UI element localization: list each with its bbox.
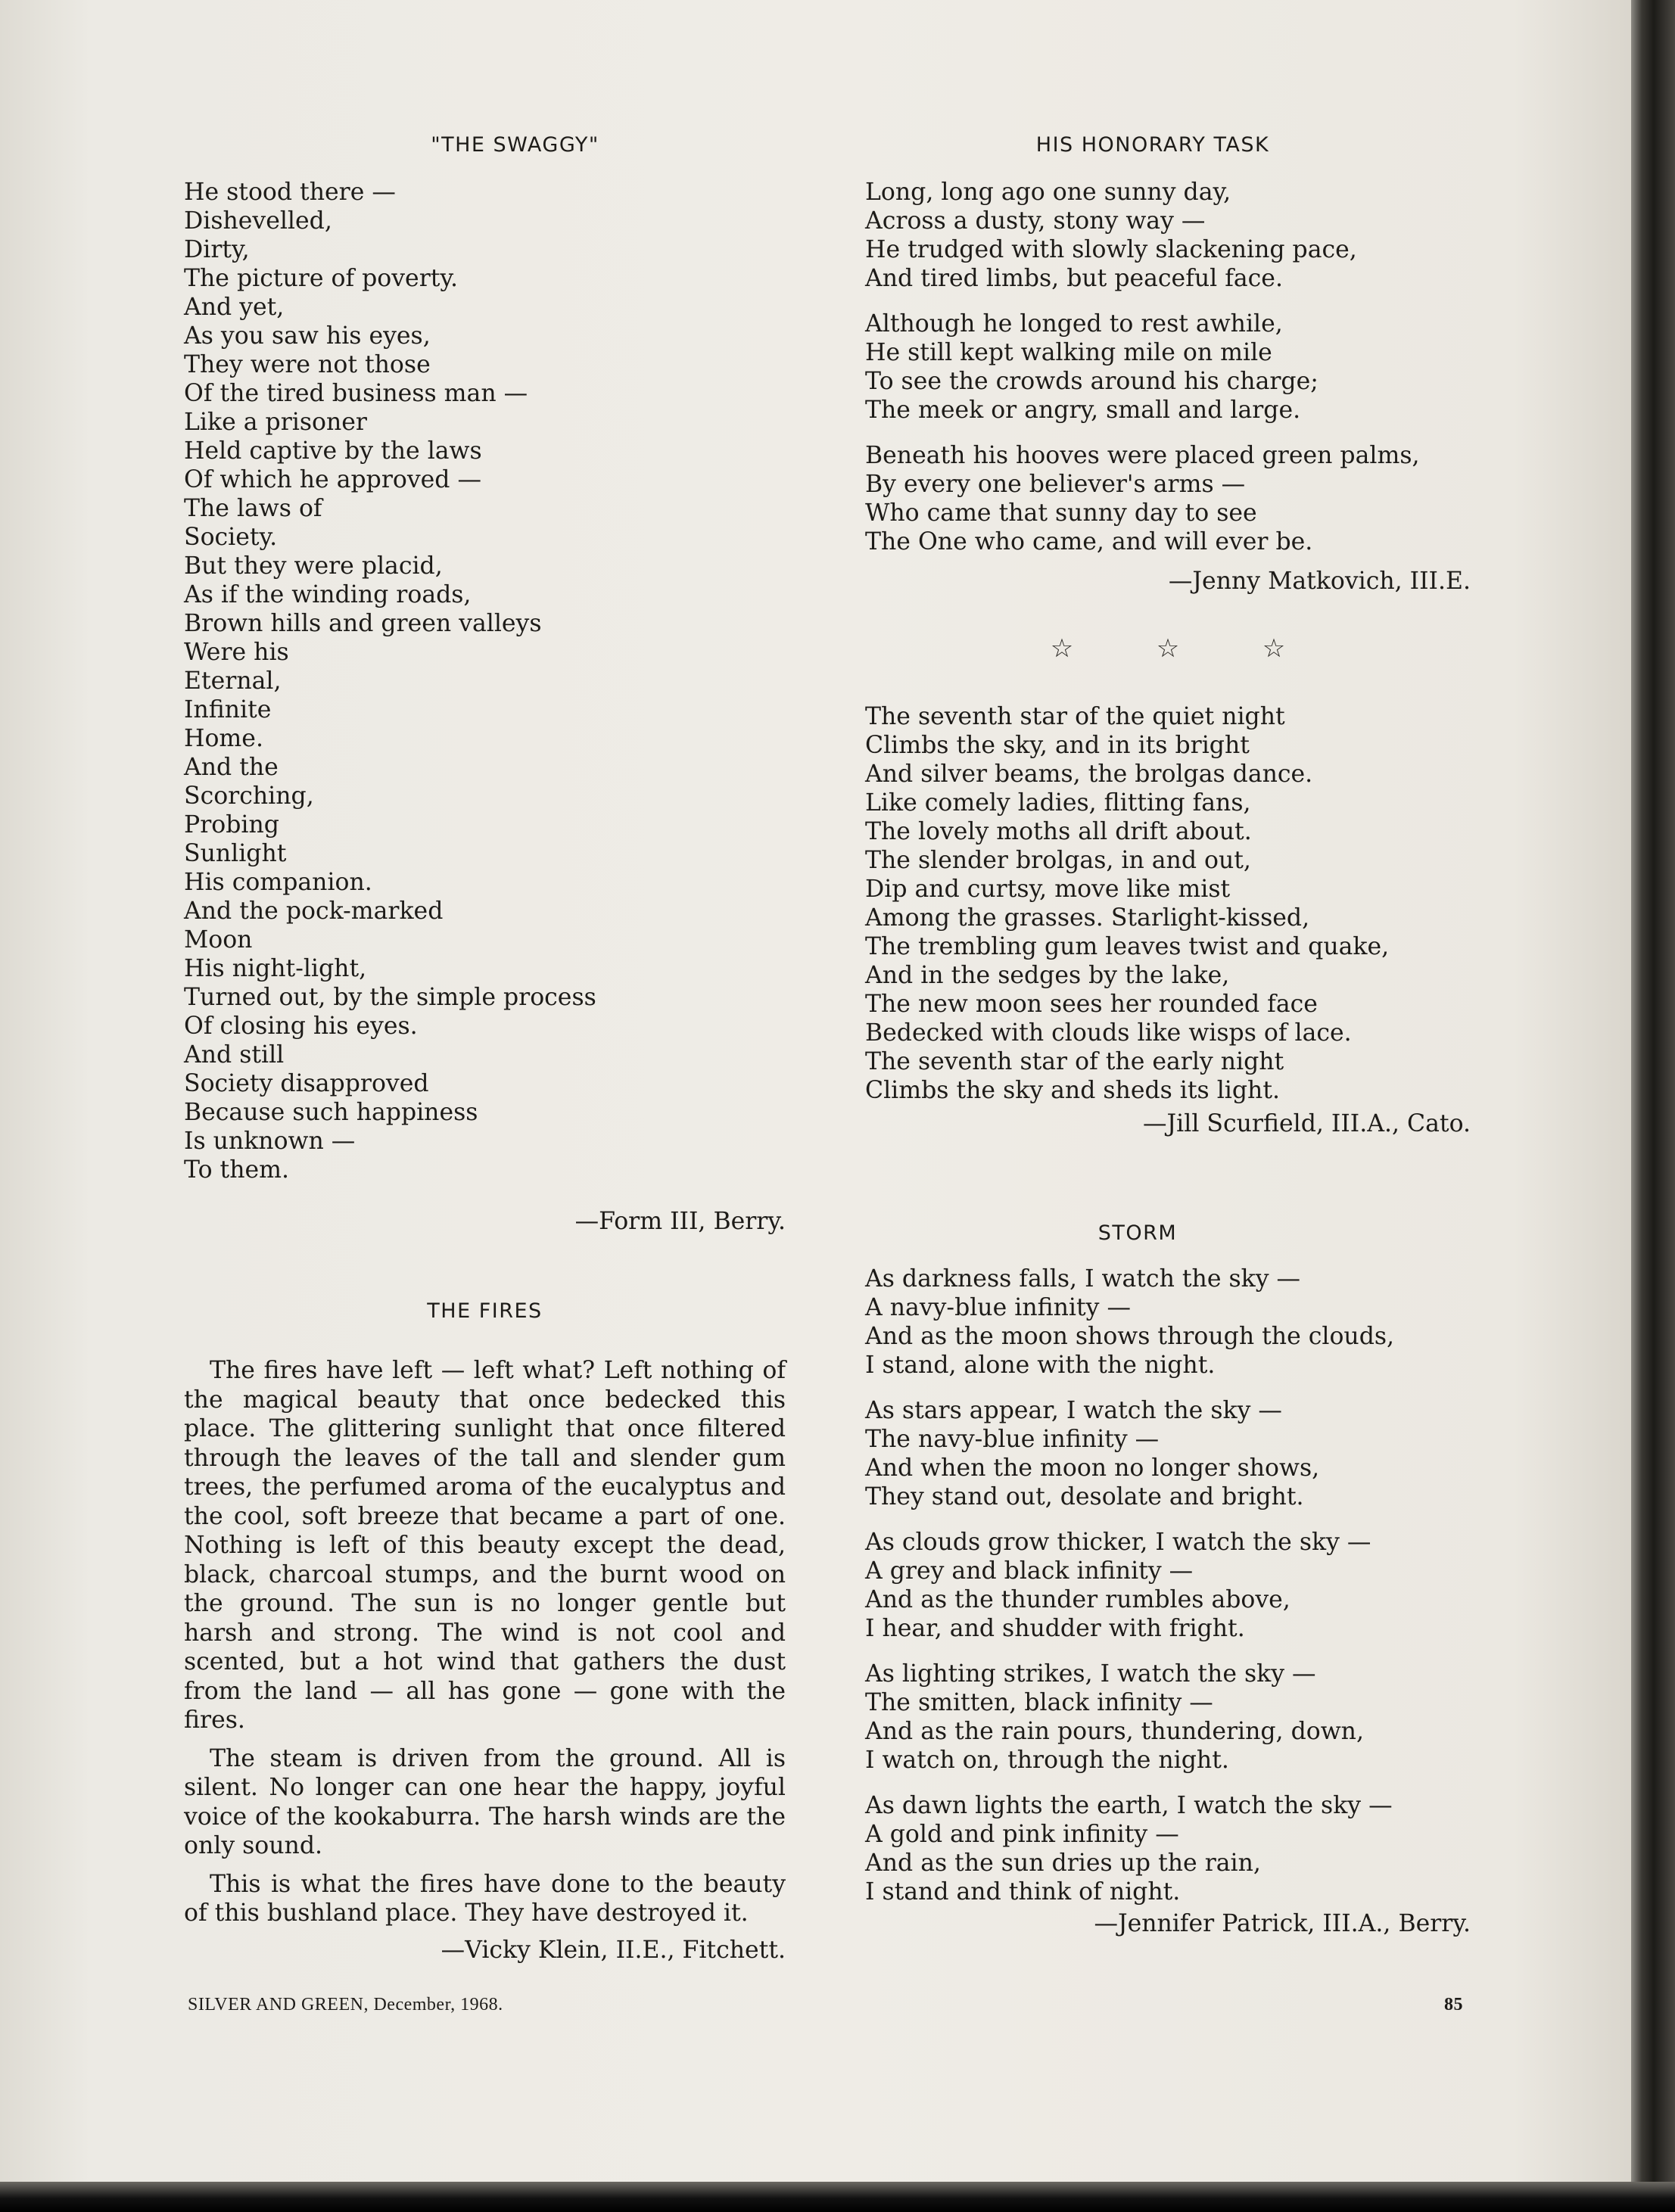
poem-line: To see the crowds around his charge; — [865, 368, 1319, 395]
poem-line: Long, long ago one sunny day, — [865, 179, 1231, 206]
poem-author: —Jill Scurfield, III.A., Cato. — [1143, 1110, 1471, 1137]
poem-line: They stand out, desolate and bright. — [865, 1483, 1304, 1510]
poem-line: And tired limbs, but peaceful face. — [865, 265, 1283, 292]
poem-line: Because such happiness — [184, 1099, 478, 1126]
poem-line: By every one believer's arms — — [865, 471, 1246, 498]
poem-line: Of the tired business man — — [184, 380, 528, 407]
poem-line: The seventh star of the early night — [865, 1048, 1284, 1075]
poem-line: As dawn lights the earth, I watch the sky — — [865, 1792, 1393, 1819]
star-icon: ☆ — [1156, 633, 1180, 664]
poem-line: He stood there — — [184, 179, 396, 206]
poem-line: Bedecked with clouds like wisps of lace. — [865, 1019, 1352, 1047]
poem-line: As if the winding roads, — [184, 581, 472, 608]
poem-author: —Form III, Berry. — [574, 1208, 786, 1235]
poem-line: Beneath his hooves were placed green palms, — [865, 442, 1420, 469]
poem-line: Dirty, — [184, 236, 250, 263]
poem-line: A navy-blue infinity — — [865, 1294, 1131, 1321]
poem-line: The navy-blue infinity — — [865, 1426, 1160, 1453]
poem-line: The slender brolgas, in and out, — [865, 847, 1251, 874]
poem-stanza — [865, 1396, 1471, 1511]
poem-line: Scorching, — [184, 782, 314, 810]
poem-stanza — [865, 310, 1471, 425]
star-icon: ☆ — [1050, 633, 1074, 664]
poem-line: As you saw his eyes, — [184, 322, 431, 350]
poem-line: They were not those — [184, 351, 431, 378]
poem-line: A gold and pink infinity — — [865, 1821, 1179, 1848]
poem-line: But they were placid, — [184, 552, 443, 580]
poem-line: Society. — [184, 524, 278, 551]
poem-line: And silver beams, the brolgas dance. — [865, 761, 1313, 788]
essay-body — [184, 1356, 786, 1928]
poem-line: As clouds grow thicker, I watch the sky — — [865, 1529, 1371, 1556]
poem-seventh-star — [865, 702, 1471, 1138]
poem-line: The lovely moths all drift about. — [865, 818, 1252, 845]
poem-line: His night-light, — [184, 955, 367, 982]
poem-title: "THE SWAGGY" — [431, 133, 599, 157]
poem-line: Of which he approved — — [184, 466, 481, 493]
poem-line: The meek or angry, small and large. — [865, 397, 1301, 424]
book-spine-shadow — [1631, 0, 1675, 2212]
poem-line: And yet, — [184, 294, 285, 321]
poem-line: He trudged with slowly slackening pace, — [865, 236, 1357, 263]
poem-line: Like a prisoner — [184, 409, 367, 436]
poem-line: And as the sun dries up the rain, — [865, 1850, 1261, 1877]
poem-title: STORM — [1097, 1221, 1178, 1245]
poem-line: And the pock-marked — [184, 898, 444, 925]
poem-line: Who came that sunny day to see — [865, 499, 1257, 527]
poem-line: Society disapproved — [184, 1070, 429, 1097]
poem-line: He still kept walking mile on mile — [865, 339, 1272, 366]
essay-fires — [184, 1297, 786, 1965]
poem-line: Probing — [184, 811, 279, 838]
page-number: 85 — [1444, 1995, 1463, 2014]
poem-line: And as the thunder rumbles above, — [865, 1586, 1290, 1613]
poem-line: And in the sedges by the lake, — [865, 962, 1230, 989]
poem-line: Infinite — [184, 696, 272, 723]
poem-body — [865, 1265, 1471, 1906]
poem-honorary-task — [865, 131, 1471, 596]
poem-line: I watch on, through the night. — [865, 1747, 1229, 1774]
poem-line: A grey and black infinity — — [865, 1557, 1194, 1585]
essay-paragraph: This is what the fires have done to the beauty of this bushland place. They have destroyed it. — [184, 1870, 786, 1927]
poem-line: And as the rain pours, thundering, down, — [865, 1718, 1364, 1745]
poem-line: Sunlight — [184, 840, 287, 867]
poem-stanza — [865, 1528, 1471, 1643]
poem-line: Turned out, by the simple process — [184, 984, 596, 1011]
poem-line: I stand and think of night. — [865, 1878, 1181, 1906]
essay-paragraph: The fires have left — left what? Left nothing of the magical beauty that once bedecked this place. The glittering sunlight that once filtered through the leaves of the tall and slender gum trees, the perfumed aroma of the eucalyptus and the cool, soft breeze that became a part of one. Nothing is left of this beauty except the dead, black, charcoal stumps, and the burnt wood on the ground. The sun is no longer gentle but harsh and strong. The wind is not cool and scented, but a hot wind that gathers the dust from the land — all has gone — gone with the fires. — [184, 1357, 786, 1734]
page-bottom-edge — [0, 2182, 1675, 2212]
poem-line: His companion. — [184, 869, 372, 896]
poem-body — [865, 178, 1471, 556]
poem-line: And when the moon no longer shows, — [865, 1454, 1320, 1482]
poem-swaggy — [184, 131, 786, 1236]
poem-line: Brown hills and green valleys — [184, 610, 542, 637]
poem-line: And as the moon shows through the clouds, — [865, 1323, 1395, 1350]
poem-line: Is unknown — — [184, 1128, 356, 1155]
poem-line: The trembling gum leaves twist and quake, — [865, 933, 1390, 960]
poem-line: Were his — [184, 639, 289, 666]
poem-line: Across a dusty, stony way — — [865, 207, 1206, 235]
poem-stanza — [865, 441, 1471, 556]
poem-line: And the — [184, 754, 279, 781]
poem-line: And still — [184, 1041, 285, 1069]
poem-body — [865, 702, 1471, 1105]
poem-line: As stars appear, I watch the sky — — [865, 1397, 1282, 1424]
poem-line: I stand, alone with the night. — [865, 1352, 1216, 1379]
poem-line: The One who came, and will ever be. — [865, 528, 1313, 555]
poem-stanza — [865, 1265, 1471, 1380]
poem-stanza — [865, 178, 1471, 293]
publication-footer: SILVER AND GREEN, December, 1968. — [188, 1995, 503, 2014]
essay-title: THE FIRES — [427, 1299, 543, 1323]
poem-line: Although he longed to rest awhile, — [865, 310, 1283, 338]
poem-stanza — [865, 1660, 1471, 1775]
poem-line: The laws of — [184, 495, 322, 522]
poem-body — [184, 178, 786, 1184]
poem-line: Of closing his eyes. — [184, 1013, 418, 1040]
poem-line: Among the grasses. Starlight-kissed, — [865, 904, 1310, 932]
poem-title: HIS HONORARY TASK — [1035, 133, 1270, 157]
star-separator — [865, 634, 1471, 663]
poem-line: Held captive by the laws — [184, 437, 482, 465]
poem-line: The seventh star of the quiet night — [865, 703, 1285, 730]
star-icon: ☆ — [1262, 633, 1286, 664]
poem-storm — [865, 1219, 1471, 1938]
poem-line: The new moon sees her rounded face — [865, 991, 1318, 1018]
poem-line: The smitten, black infinity — — [865, 1689, 1213, 1716]
poem-line: Dishevelled, — [184, 207, 332, 235]
poem-author: —Jenny Matkovich, III.E. — [1168, 568, 1471, 595]
poem-stanza — [865, 1791, 1471, 1906]
poem-line: Climbs the sky and sheds its light. — [865, 1077, 1280, 1104]
poem-line: Eternal, — [184, 667, 282, 695]
poem-line: Like comely ladies, flitting fans, — [865, 789, 1251, 817]
poem-line: The picture of poverty. — [184, 265, 459, 292]
poem-line: I hear, and shudder with fright. — [865, 1615, 1245, 1642]
poem-line: Climbs the sky, and in its bright — [865, 732, 1250, 759]
poem-line: To them. — [184, 1156, 290, 1184]
poem-line: As lighting strikes, I watch the sky — — [865, 1660, 1316, 1688]
poem-line: Moon — [184, 926, 253, 954]
poem-author: —Jennifer Patrick, III.A., Berry. — [1094, 1910, 1471, 1937]
poem-line: As darkness falls, I watch the sky — — [865, 1265, 1301, 1293]
poem-line: Dip and curtsy, move like mist — [865, 876, 1231, 903]
essay-paragraph: The steam is driven from the ground. All is silent. No longer can one hear the happy, joyful voice of the kookaburra. The harsh winds are the only sound. — [184, 1744, 786, 1859]
essay-author: —Vicky Klein, II.E., Fitchett. — [441, 1936, 786, 1964]
poem-line: Home. — [184, 725, 263, 752]
